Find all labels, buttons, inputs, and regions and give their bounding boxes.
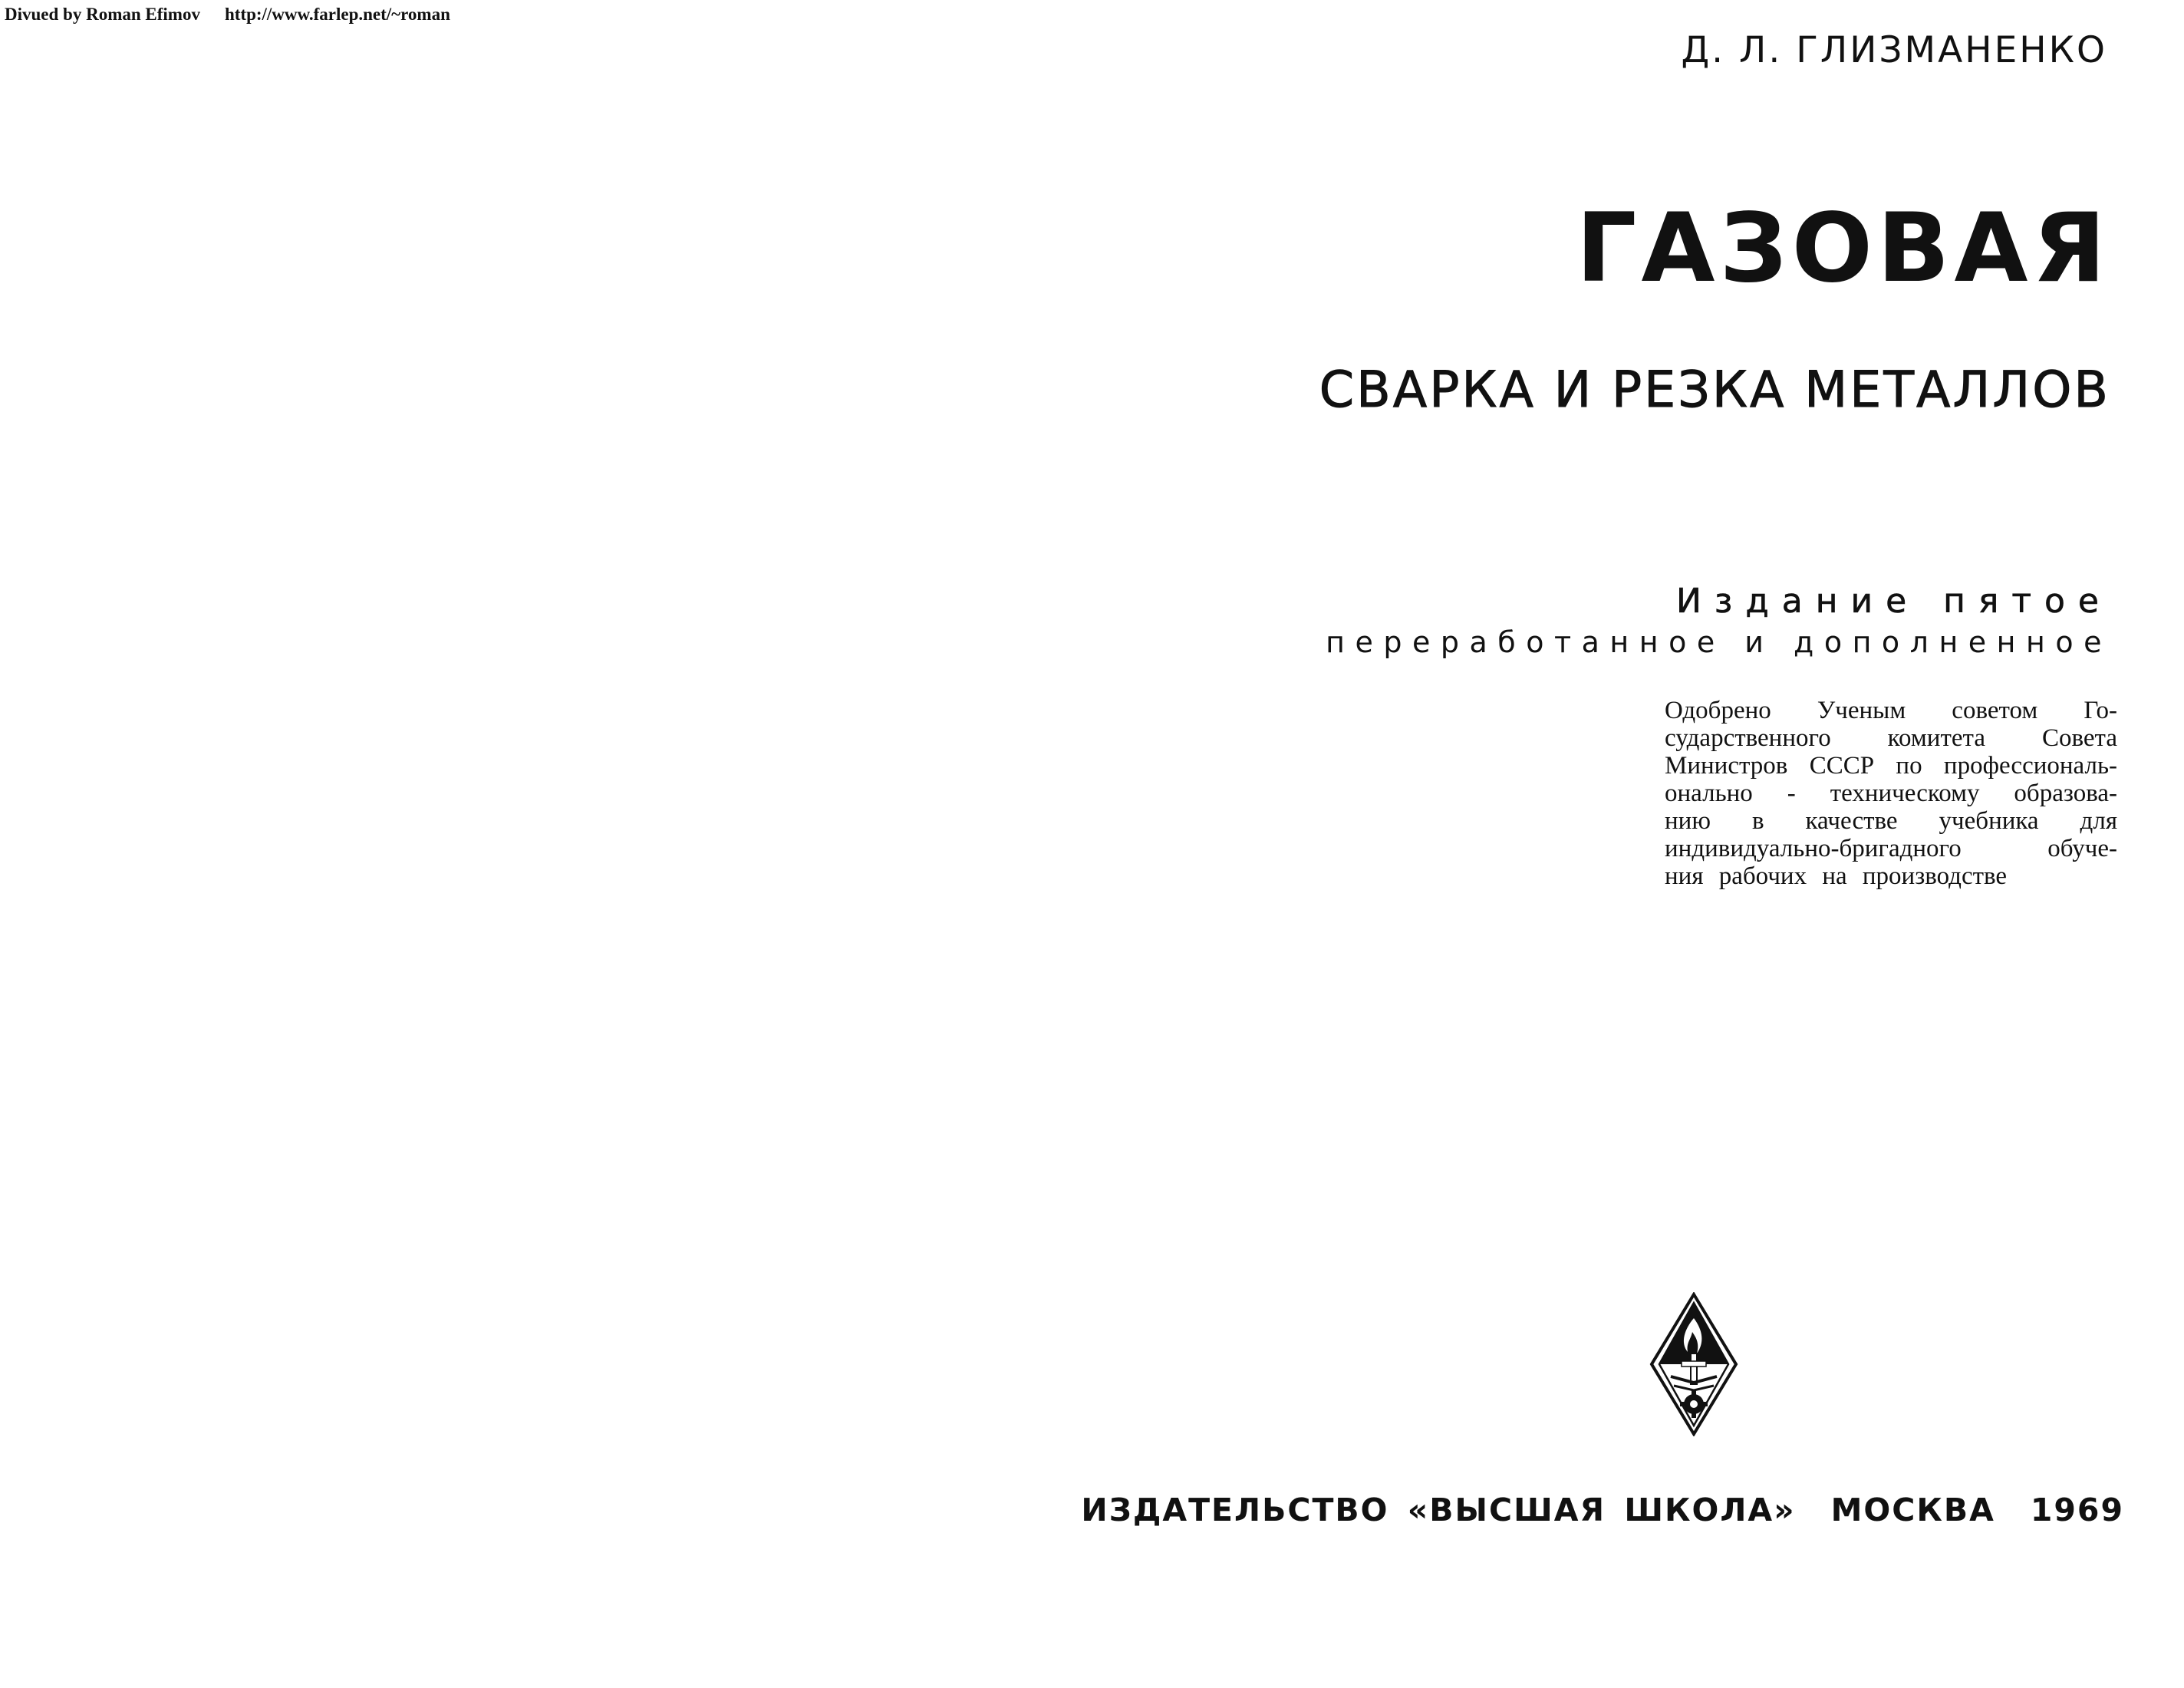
edition-line-2: переработанное и дополненное	[1326, 625, 2112, 659]
publisher-name: ИЗДАТЕЛЬСТВО «ВЫСШАЯ ШКОЛА»	[1081, 1492, 1796, 1528]
edition-line-1: Издание пятое	[1676, 582, 2112, 621]
scanner-credit-url: http://www.farlep.net/~roman	[224, 5, 450, 24]
approval-line: Министров СССР по профессиональ-	[1665, 752, 2117, 780]
publication-city: МОСКВА	[1830, 1492, 1995, 1528]
book-subtitle: СВАРКА И РЕЗКА МЕТАЛЛОВ	[1319, 361, 2110, 419]
approval-line: Одобрено Ученым советом Го-	[1665, 697, 2117, 724]
approval-line: ния рабочих на производстве	[1665, 862, 2008, 890]
scanner-credit-name: Divued by Roman Efimov	[5, 5, 200, 24]
publisher-imprint	[1081, 1492, 2124, 1528]
publication-year: 1969	[2030, 1492, 2124, 1528]
book-title: ГАЗОВАЯ	[1576, 193, 2110, 304]
approval-line: сударственного комитета Совета	[1665, 724, 2117, 752]
approval-line: онально - техническому образова-	[1665, 780, 2117, 807]
approval-note	[1665, 697, 2117, 890]
author-name: Д. Л. ГЛИЗМАНЕНКО	[1681, 29, 2107, 71]
approval-line: индивидуально-бригадного обуче-	[1665, 835, 2117, 862]
publisher-emblem-icon	[1649, 1292, 1738, 1436]
approval-line: нию в качестве учебника для	[1665, 807, 2117, 835]
scanner-credit	[5, 5, 450, 25]
